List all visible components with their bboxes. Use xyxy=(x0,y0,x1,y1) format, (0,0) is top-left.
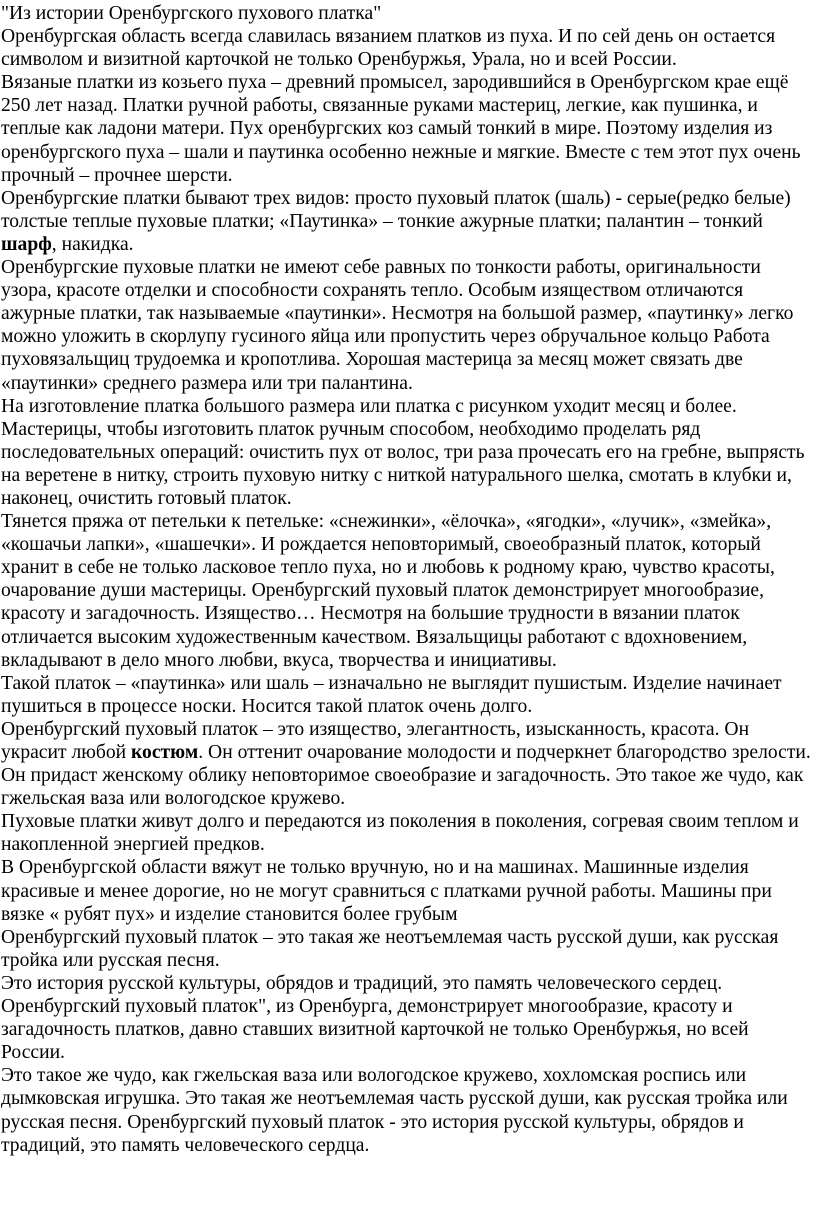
paragraph xyxy=(1,1064,812,1156)
paragraph xyxy=(1,71,812,186)
paragraph-text: В Оренбургской области вяжут не только вручную, но и на машинах. Машинные изделия красивые и менее дорогие, но не могут сравниться с платками ручной работы. Машины при вязке « рубят пух» и изделие становится более грубым xyxy=(1,857,772,925)
bold-term: костюм xyxy=(131,742,199,763)
paragraph xyxy=(1,810,812,856)
paragraph xyxy=(1,256,812,395)
document-body xyxy=(1,25,812,1157)
bold-term: шарф xyxy=(1,233,52,255)
paragraph xyxy=(1,510,812,672)
paragraph xyxy=(1,972,812,1064)
paragraph-text: Оренбургские пуховые платки не имеют себе равных по тонкости работы, оригинальности узора, красоте отделки и способности сохранять тепло. Особым изяществом отличаются ажурные платки, так называемые «паутинки». Несмотря на большой размер, «паутинку» легко можно уложить в скорлупу гусиного яйца или пропустить через обручальное кольцо Работа пуховязальщиц трудоемка и кропотлива. Хорошая мастерица за месяц может связать две «паутинки» среднего размера или три палантина. xyxy=(1,257,794,394)
paragraph-text: , накидка. xyxy=(51,233,134,255)
paragraph-text: Оренбургский пуховый платок – это такая же неотъемлемая часть русской души, как русская тройка или русская песня. xyxy=(1,926,779,971)
paragraph xyxy=(1,395,812,510)
paragraph xyxy=(1,25,812,71)
document-title: "Из истории Оренбургского пухового платка" xyxy=(1,3,382,24)
paragraph-text: Такой платок – «паутинка» или шаль – изначально не выглядит пушистым. Изделие начинает пушиться в процессе носки. Носится такой платок очень долго. xyxy=(1,672,782,717)
paragraph xyxy=(1,926,812,972)
paragraph-text: Пуховые платки живут долго и передаются из поколения в поколения, согревая своим теплом и накопленной энергией предков. xyxy=(1,811,799,856)
paragraph xyxy=(1,672,812,718)
paragraph-text: Оренбургская область всегда славилась вязанием платков из пуха. И по сей день он остается символом и визитной карточкой не только Оренбуржья, Урала, но и всей России. xyxy=(1,26,776,71)
paragraph-text: Оренбургские платки бывают трех видов: просто пуховый платок (шаль) - серые(редко белые) толстые теплые пуховые платки; «Паутинка» – тонкие ажурные платки; палантин – тонкий xyxy=(1,187,791,232)
paragraph-text: На изготовление платка большого размера или платка с рисунком уходит месяц и более. Мастерицы, чтобы изготовить платок ручным способом, необходимо проделать ряд последовательных операций: очистить пух от волос, три раза прочесать его на гребне, выпрясть на веретене в нитку, строить пуховую нитку с ниткой натурального шелка, смотать в клубки и, наконец, очистить готовый платок. xyxy=(1,395,805,509)
paragraph xyxy=(1,718,812,810)
paragraph-text: Оренбургский пуховый платок – это изящество, элегантность, изысканность, красота. Он украсит любой xyxy=(1,718,750,763)
paragraph-text: Это такое же чудо, как гжельская ваза или вологодское кружево, хохломская роспись или дымковская игрушка. Это такая же неотъемлемая часть русской души, как русская тройка или русская песня. Оренбургский пуховый платок - это история русской культуры, обрядов и традиций, это память человеческого сердца. xyxy=(1,1065,788,1156)
paragraph-text: Вязаные платки из козьего пуха – древний промысел, зародившийся в Оренбургском крае ещё 250 лет назад. Платки ручной работы, связанные руками мастериц, легкие, как пушинка, и теплые как ладони матери. Пух оренбургских коз самый тонкий в мире. Поэтому изделия из оренбургского пуха – шали и паутинка особенно нежные и мягкие. Вместе с тем этот пух очень прочный – прочнее шерсти. xyxy=(1,72,801,186)
paragraph xyxy=(1,856,812,925)
paragraph-text: Тянется пряжа от петельки к петельке: «снежинки», «ёлочка», «ягодки», «лучик», «змейка», «кошачьи лапки», «шашечки». И рождается неповторимый, своеобразный платок, который хранит в себе не только ласковое тепло пуха, но и любовь к родному краю, чувство красоты, очарование души мастерицы. Оренбургский пуховый платок демонстрирует многообразие, красоту и загадочность. Изящество… Несмотря на большие трудности в вязании платок отличается высоким художественным качеством. Вязальщицы работают с вдохновением, вкладывают в дело много любви, вкуса, творчества и инициативы. xyxy=(1,511,775,671)
paragraph-text: Это история русской культуры, обрядов и традиций, это память человеческого сердец. Оренбургский пуховый платок", из Оренбурга, демонстрирует многообразие, красоту и загадочность платков, давно ставших визитной карточкой не только Оренбуржья, но всей России. xyxy=(1,972,749,1064)
paragraph xyxy=(1,187,812,256)
paragraph-text: . Он оттенит очарование молодости и подчеркнет благородство зрелости. Он придаст женскому облику неповторимое своеобразие и загадочность. Это такое же чудо, как гжельская ваза или вологодское кружево. xyxy=(1,742,811,810)
